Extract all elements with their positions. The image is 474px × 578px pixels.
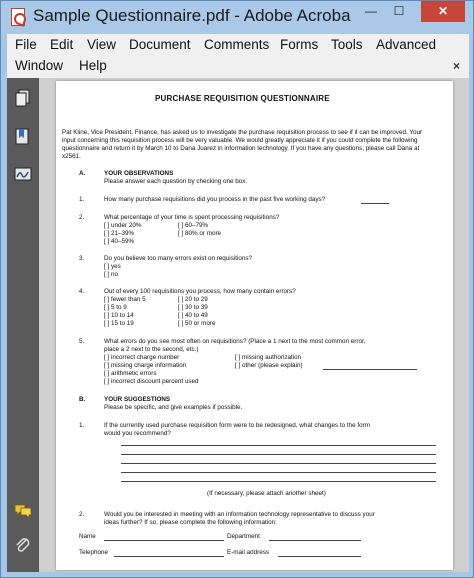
q4-number: 4.	[79, 288, 85, 295]
q1-number: 1.	[79, 196, 85, 203]
department-label: Department	[227, 533, 260, 540]
menu-file[interactable]: File	[15, 37, 37, 52]
title-bar	[1, 1, 473, 34]
window-title: Sample Questionnaire.pdf - Adobe Acroba	[33, 6, 351, 25]
section-b-instructions: Please be specific, and give examples if possible.	[104, 404, 243, 411]
document-close-button[interactable]: ×	[453, 59, 461, 73]
q4-option[interactable]: [ ] 15 to 19	[104, 320, 134, 327]
b1-attach-note: (If necessary, please attach another sheet)	[207, 490, 326, 497]
menu-bar	[7, 34, 469, 78]
telephone-field[interactable]	[114, 556, 224, 557]
q2-option[interactable]: [ ] 60–79%	[178, 222, 209, 229]
b1-answer-line[interactable]	[121, 481, 436, 482]
telephone-label: Telephone	[79, 549, 109, 556]
b1-answer-line[interactable]	[121, 445, 436, 446]
section-b-title: YOUR SUGGESTIONS	[104, 396, 171, 403]
q4-option[interactable]: [ ] 50 or more	[178, 320, 216, 327]
q2-text: What percentage of your time is spent processing requisitions?	[104, 214, 280, 221]
document-viewer[interactable]	[39, 78, 469, 572]
name-field[interactable]	[104, 540, 224, 541]
b1-number: 1.	[79, 422, 85, 429]
menu-edit[interactable]: Edit	[50, 37, 74, 52]
b1-answer-line[interactable]	[121, 454, 436, 455]
maximize-button[interactable]: ☐	[393, 4, 405, 18]
email-label: E-mail address	[227, 549, 269, 556]
q3-text: Do you believe too many errors exist on requisitions?	[104, 255, 253, 262]
department-field[interactable]	[269, 540, 361, 541]
comments-icon[interactable]	[13, 500, 33, 520]
b2-text-cont: ideas further? If so, please complete the following information:	[104, 519, 277, 526]
q5-text-cont: place a 2 next to the second, etc.)	[104, 346, 199, 353]
menu-advanced[interactable]: Advanced	[376, 37, 437, 52]
menu-window[interactable]: Window	[15, 58, 64, 73]
pages-icon[interactable]	[13, 88, 33, 108]
q4-option[interactable]: [ ] 30 to 39	[178, 304, 208, 311]
menu-document[interactable]: Document	[129, 37, 191, 52]
q4-option[interactable]: [ ] fewer than 5	[104, 296, 146, 303]
intro-paragraph: Pat Kline, Vice President, Finance, has asked us to investigate the purchase requisition process to see if it can be improved. Your input concerning this requisition process will be very valuable. We would greatly appreciate it if you could complete the following questionnaire and return it by March 10 to Dana Juarez in information technology. If you have any questions, please call Dana at x2561.	[62, 129, 423, 160]
navigation-panel	[7, 78, 39, 572]
q4-option[interactable]: [ ] 10 to 14	[104, 312, 134, 319]
q5-number: 5.	[79, 338, 85, 345]
q5-option[interactable]: [ ] arithmetic errors	[104, 370, 157, 377]
email-field[interactable]	[278, 556, 361, 557]
q5-option[interactable]: [ ] incorrect discount percent used	[104, 378, 199, 385]
q4-option[interactable]: [ ] 40 to 49	[178, 312, 208, 319]
close-button[interactable]: ✕	[421, 1, 465, 22]
b1-answer-line[interactable]	[121, 463, 436, 464]
pdf-page	[56, 81, 453, 570]
b1-text: If the currently used purchase requisition form were to be redesigned, what changes to the form	[104, 422, 371, 429]
b2-text: Would you be interested in meeting with an information technology representative to discuss your	[104, 511, 375, 518]
attachments-icon[interactable]	[13, 536, 33, 556]
q5-text: What errors do you see most often on requisitions? (Place a 1 next to the most common error,	[104, 338, 366, 345]
section-b-letter: B.	[79, 396, 86, 403]
q3-option[interactable]: [ ] yes	[104, 263, 121, 270]
q5-option[interactable]: [ ] missing charge information	[104, 362, 187, 369]
q3-option[interactable]: [ ] no	[104, 271, 119, 278]
menu-view[interactable]: View	[87, 37, 117, 52]
section-a-title: YOUR OBSERVATIONS	[104, 170, 174, 177]
q5-option[interactable]: [ ] missing authorization	[235, 354, 302, 361]
b1-text-cont: would you recommend?	[104, 430, 171, 437]
q3-number: 3.	[79, 255, 85, 262]
q4-option[interactable]: [ ] 20 to 29	[178, 296, 208, 303]
q5-other-line[interactable]	[323, 369, 417, 370]
name-label: Name	[79, 533, 96, 540]
menu-comments[interactable]: Comments	[204, 37, 270, 52]
doc-title: PURCHASE REQUISITION QUESTIONNAIRE	[155, 94, 330, 103]
q2-option[interactable]: [ ] 40–59%	[104, 238, 135, 245]
signatures-icon[interactable]	[13, 164, 33, 184]
menu-help[interactable]: Help	[79, 58, 107, 73]
q5-option[interactable]: [ ] other (please explain)	[235, 362, 303, 369]
b2-number: 2.	[79, 511, 85, 518]
q2-number: 2.	[79, 214, 85, 221]
section-a-letter: A.	[79, 170, 86, 177]
section-a-instructions: Please answer each question by checking one box.	[104, 178, 248, 185]
menu-forms[interactable]: Forms	[280, 37, 319, 52]
q1-answer-line[interactable]	[361, 203, 389, 204]
b1-answer-line[interactable]	[121, 472, 436, 473]
q2-option[interactable]: [ ] 21–39%	[104, 230, 135, 237]
q4-option[interactable]: [ ] 5 to 9	[104, 304, 127, 311]
q1-text: How many purchase requisitions did you process in the past five working days?	[104, 196, 326, 203]
menu-tools[interactable]: Tools	[331, 37, 363, 52]
bookmarks-icon[interactable]	[13, 126, 33, 146]
pdf-file-icon	[11, 8, 25, 26]
q4-text: Out of every 100 requisitions you process, how many contain errors?	[104, 288, 296, 295]
minimize-button[interactable]: —	[365, 4, 377, 18]
q2-option[interactable]: [ ] 80% or more	[178, 230, 222, 237]
q2-option[interactable]: [ ] under 20%	[104, 222, 142, 229]
q5-option[interactable]: [ ] incorrect charge number	[104, 354, 180, 361]
